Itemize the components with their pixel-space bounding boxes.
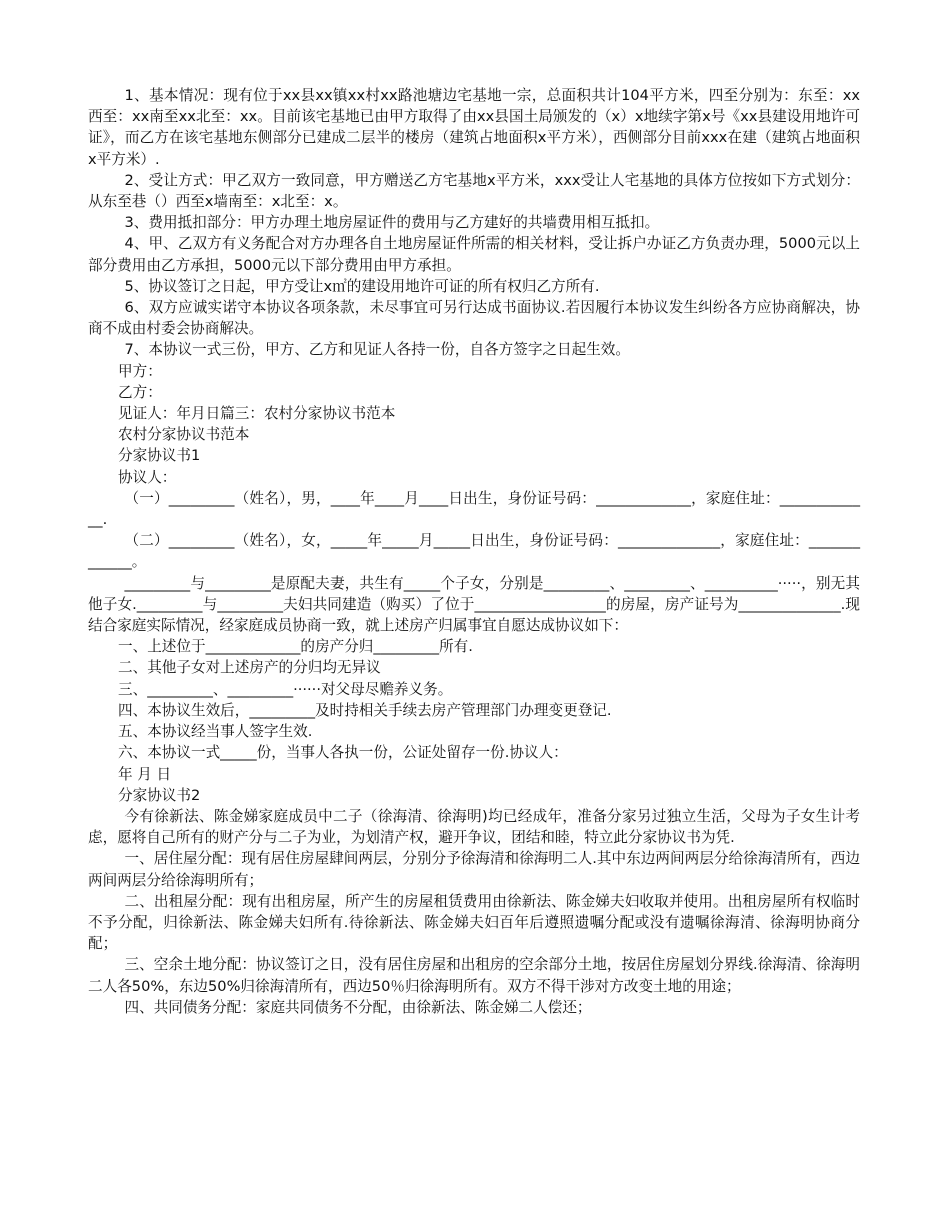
document-page xyxy=(88,85,860,1018)
document-paragraph: 2、受让方式：甲乙双方一致同意，甲方赠送乙方宅基地x平方米，xxx受让人宅基地的具体方位按如下方式划分：从东至巷（）西至x墙南至：x北至：x。 xyxy=(88,171,860,211)
document-paragraph: 见证人：年月日篇三：农村分家协议书范本 xyxy=(118,405,396,423)
document-paragraph: 3、费用抵扣部分：甲方办理土地房屋证件的费用与乙方建好的共墙费用相互抵扣。 xyxy=(124,214,660,232)
document-paragraph: 农村分家协议书范本 xyxy=(118,426,250,444)
document-paragraph: _________与_________是原配夫妻，共生有_____个子女，分别是_________、_________、__________·····，别无其他子女._________与_________夫妇共同建造（购买）了位于__________________的房屋，房产证号为______________.现结合家庭实际情况，经家庭成员协商一致，就上述房产归属事宜自愿达成协议如下： xyxy=(88,574,860,635)
document-paragraph: 7、本协议一式三份，甲方、乙方和见证人各持一份，自各方签字之日起生效。 xyxy=(124,341,630,359)
document-paragraph: 乙方： xyxy=(118,383,162,401)
document-paragraph: 6、双方应诚实诺守本协议各项条款，未尽事宜可另行达成书面协议.若因履行本协议发生纠纷各方应协商解决，协商不成由村委会协商解决。 xyxy=(88,299,860,338)
document-paragraph: 三、空余土地分配：协议签订之日，没有居住房屋和出租房的空余部分土地，按居住房屋划分界线.徐海清、徐海明二人各50%，东边50%归徐海清所有，西边50％归徐海明所有。双方不得干涉对方改变土地的用途； xyxy=(88,956,860,995)
document-paragraph: 二、出租屋分配：现有出租房屋，所产生的房屋租赁费用由徐新法、陈金娣夫妇收取并使用。出租房屋所有权临时不予分配，归徐新法、陈金娣夫妇所有.待徐新法、陈金娣夫妇百年后遵照遗嘱分配或没有遗嘱徐海清、徐海明协商分配； xyxy=(88,892,860,953)
document-paragraph: （一）_________（姓名），男，____年____月____日出生，身份证号码：_____________，家庭住址：_____________. xyxy=(88,489,860,529)
document-paragraph: 协议人： xyxy=(118,468,177,486)
document-paragraph: 一、上述位于_____________的房产分归_________所有. xyxy=(118,638,473,656)
document-paragraph: 今有徐新法、陈金娣家庭成员中二子（徐海清、徐海明)均已经成年，准备分家另过独立生活，父母为子女生计考虑，愿将自己所有的财产分与二子为业，为划清产权，避开争议，团结和睦，特立此分家协议书为凭. xyxy=(88,807,860,847)
document-paragraph: 五、本协议经当事人签字生效. xyxy=(118,723,313,741)
document-paragraph: （二）_________（姓名），女，_____年_____月_____日出生，身份证号码：______________，家庭住址：_____________。 xyxy=(88,532,860,571)
document-paragraph: 六、本协议一式_____份，当事人各执一份，公证处留存一份.协议人： xyxy=(118,744,568,762)
document-paragraph: 甲方： xyxy=(118,362,162,380)
document-paragraph: 分家协议书2 xyxy=(118,786,201,804)
document-paragraph: 分家协议书1 xyxy=(118,447,201,465)
document-paragraph: 四、本协议生效后，_________及时持相关手续去房产管理部门办理变更登记. xyxy=(118,701,612,719)
document-paragraph: 三、_________、_________······对父母尽赡养义务。 xyxy=(118,680,453,698)
document-paragraph: 5、协议签订之日起，甲方受让x㎡的建设用地许可证的所有权归乙方所有. xyxy=(124,277,600,295)
document-paragraph: 四、共同债务分配：家庭共同债务不分配，由徐新法、陈金娣二人偿还； xyxy=(124,998,592,1016)
document-paragraph: 4、甲、乙双方有义务配合对方办理各自土地房屋证件所需的相关材料，受让拆户办证乙方负责办理，5000元以上部分费用由乙方承担，5000元以下部分费用由甲方承担。 xyxy=(88,235,860,274)
document-paragraph: 一、居住屋分配：现有居住房屋肆间两层，分别分予徐海清和徐海明二人.其中东边两间两层分给徐海清所有，西边两间两层分给徐海明所有； xyxy=(88,850,860,889)
document-paragraph: 二、其他子女对上述房产的分归均无异议 xyxy=(118,659,381,677)
document-paragraph: 1、基本情况：现有位于xx县xx镇xx村xx路池塘边宅基地一宗，总面积共计104平方米，四至分别为：东至：xx西至：xx南至xx北至：xx。目前该宅基地已由甲方取得了由xx县国土局颁发的（x）x地续字第x号《xx县建设用地许可证》，而乙方在该宅基地东侧部分已建成二层半的楼房（建筑占地面积x平方米），西侧部分目前xxx在建（建筑占地面积x平方米）. xyxy=(88,87,860,168)
document-paragraph: 年 月 日 xyxy=(118,765,172,783)
